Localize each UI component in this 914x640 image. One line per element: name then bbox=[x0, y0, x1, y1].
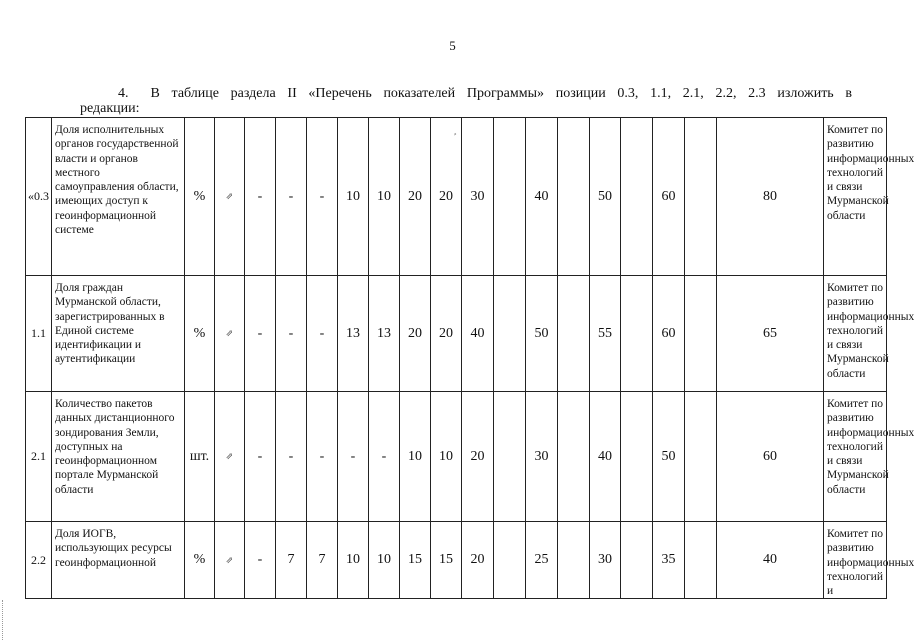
value-cell: 20 bbox=[431, 118, 462, 276]
value-cell: 55 bbox=[590, 276, 621, 392]
value-cell: 50 bbox=[590, 118, 621, 276]
value-cell: 15 bbox=[400, 522, 431, 599]
value-cell: - bbox=[369, 392, 400, 522]
value-cell bbox=[621, 392, 653, 522]
value-cell bbox=[494, 118, 526, 276]
value-cell: 7 bbox=[276, 522, 307, 599]
value-cell bbox=[685, 276, 717, 392]
value-cell: 60 bbox=[653, 276, 685, 392]
indicator-name: Количество пакетов данных дистанционного зондирования Земли, доступных на геоинформационном портале Мурманской области bbox=[52, 392, 185, 522]
mark-cell: ⇗ bbox=[215, 392, 245, 522]
mark-cell: ⇗ bbox=[215, 276, 245, 392]
intro-line-2: редакции: bbox=[80, 101, 140, 116]
unit-cell: % bbox=[185, 118, 215, 276]
value-cell bbox=[621, 522, 653, 599]
value-cell: - bbox=[276, 118, 307, 276]
value-cell: 10 bbox=[400, 392, 431, 522]
value-cell: - bbox=[276, 392, 307, 522]
value-cell: 10 bbox=[369, 522, 400, 599]
value-cell: 10 bbox=[338, 522, 369, 599]
unit-cell: % bbox=[185, 276, 215, 392]
value-cell: 15 bbox=[431, 522, 462, 599]
page-number: 5 bbox=[449, 38, 456, 53]
value-cell: - bbox=[307, 392, 338, 522]
value-cell: 7 bbox=[307, 522, 338, 599]
table-row bbox=[26, 522, 887, 599]
value-cell bbox=[494, 392, 526, 522]
value-cell bbox=[621, 276, 653, 392]
value-cell bbox=[685, 118, 717, 276]
value-cell: 60 bbox=[717, 392, 824, 522]
value-cell: - bbox=[276, 276, 307, 392]
mark-cell: ⇗ bbox=[215, 118, 245, 276]
value-cell bbox=[558, 118, 590, 276]
value-cell: 40 bbox=[462, 276, 494, 392]
value-cell bbox=[558, 392, 590, 522]
table-row bbox=[26, 118, 887, 276]
row-code: 1.1 bbox=[26, 276, 52, 392]
value-cell: - bbox=[338, 392, 369, 522]
value-cell: - bbox=[245, 522, 276, 599]
row-code: 2.2 bbox=[26, 522, 52, 599]
value-cell: 50 bbox=[653, 392, 685, 522]
value-cell: 13 bbox=[369, 276, 400, 392]
value-cell: 30 bbox=[590, 522, 621, 599]
row-code: «0.3 bbox=[26, 118, 52, 276]
indicator-name: Доля ИОГВ, использующих ресурсы геоинформационной bbox=[52, 522, 185, 599]
value-cell: 20 bbox=[400, 276, 431, 392]
value-cell bbox=[494, 276, 526, 392]
value-cell: 13 bbox=[338, 276, 369, 392]
value-cell: 30 bbox=[526, 392, 558, 522]
value-cell: 10 bbox=[369, 118, 400, 276]
indicators-table bbox=[25, 117, 914, 599]
table-row bbox=[26, 276, 887, 392]
value-cell: 30 bbox=[462, 118, 494, 276]
value-cell: 40 bbox=[717, 522, 824, 599]
mark-cell: ⇗ bbox=[215, 522, 245, 599]
value-cell: 60 bbox=[653, 118, 685, 276]
margin-mark bbox=[2, 600, 4, 640]
unit-cell: шт. bbox=[185, 392, 215, 522]
value-cell: 10 bbox=[431, 392, 462, 522]
value-cell: 20 bbox=[400, 118, 431, 276]
value-cell: 40 bbox=[590, 392, 621, 522]
value-cell: 20 bbox=[431, 276, 462, 392]
value-cell: 50 bbox=[526, 276, 558, 392]
value-cell: - bbox=[245, 276, 276, 392]
value-cell bbox=[558, 522, 590, 599]
indicator-name: Доля граждан Мурманской области, зарегистрированных в Единой системе идентификации и аутентификации bbox=[52, 276, 185, 392]
value-cell: 65 bbox=[717, 276, 824, 392]
value-cell: 10 bbox=[338, 118, 369, 276]
value-cell: 20 bbox=[462, 392, 494, 522]
responsible-cell: Комитет по развитию информационных технологий и bbox=[824, 522, 887, 599]
scan-mark: ⸗ bbox=[454, 130, 457, 138]
intro-paragraph bbox=[80, 86, 852, 116]
value-cell: - bbox=[307, 118, 338, 276]
responsible-cell: Комитет по развитию информационных технологий и связи Мурманской области bbox=[824, 118, 887, 276]
value-cell: 80 bbox=[717, 118, 824, 276]
value-cell bbox=[621, 118, 653, 276]
value-cell bbox=[685, 392, 717, 522]
value-cell: 25 bbox=[526, 522, 558, 599]
table-row bbox=[26, 392, 887, 522]
indicator-name: Доля исполнительных органов государственной власти и органов местного самоуправления области, имеющих доступ к геоинформационной системе bbox=[52, 118, 185, 276]
value-cell bbox=[558, 276, 590, 392]
value-cell bbox=[685, 522, 717, 599]
value-cell: 35 bbox=[653, 522, 685, 599]
value-cell: - bbox=[307, 276, 338, 392]
value-cell bbox=[494, 522, 526, 599]
intro-line-1: В таблице раздела II «Перечень показателей Программы» позиции 0.3, 1.1, 2.1, 2.2, 2.3 изложить в bbox=[150, 86, 852, 101]
responsible-cell: Комитет по развитию информационных технологий и связи Мурманской области bbox=[824, 392, 887, 522]
unit-cell: % bbox=[185, 522, 215, 599]
row-code: 2.1 bbox=[26, 392, 52, 522]
value-cell: 20 bbox=[462, 522, 494, 599]
value-cell: - bbox=[245, 118, 276, 276]
value-cell: 40 bbox=[526, 118, 558, 276]
value-cell: - bbox=[245, 392, 276, 522]
responsible-cell: Комитет по развитию информационных технологий и связи Мурманской области bbox=[824, 276, 887, 392]
item-number: 4. bbox=[118, 86, 129, 101]
